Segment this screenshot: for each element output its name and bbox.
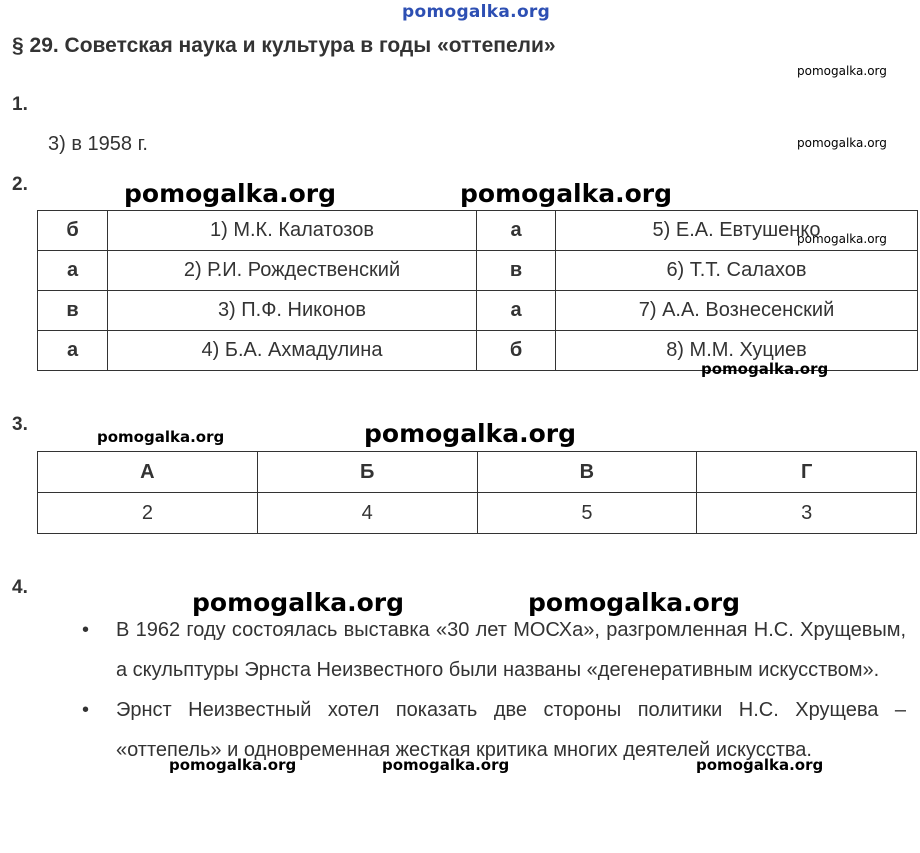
watermark: pomogalka.org — [192, 588, 405, 617]
list-item-text: Эрнст Неизвестный хотел показать две стороны политики Н.С. Хрущева – «оттепель» и одновременная жесткая критика многих деятелей искусства. — [116, 699, 906, 761]
letter-cell: а — [38, 251, 108, 291]
value-cell: 2 — [38, 493, 258, 534]
table-row — [38, 291, 918, 331]
task4-number: 4. — [12, 577, 28, 598]
letter-cell: в — [38, 291, 108, 331]
header-cell: Б — [257, 452, 477, 493]
task1-number: 1. — [12, 94, 28, 115]
value-cell: 5 — [477, 493, 697, 534]
name-cell: 8) М.М. Хуциев — [556, 331, 918, 371]
name-cell: 5) Е.А. Евтушенко — [556, 211, 918, 251]
watermark: pomogalka.org — [364, 419, 577, 448]
header-cell: Г — [697, 452, 917, 493]
letter-cell: а — [38, 331, 108, 371]
task4-list — [80, 610, 906, 770]
table-row — [38, 331, 918, 371]
table-row — [38, 493, 917, 534]
header-cell: В — [477, 452, 697, 493]
table-row — [38, 251, 918, 291]
list-item — [80, 690, 906, 770]
name-cell: 6) Т.Т. Салахов — [556, 251, 918, 291]
watermark: pomogalka.org — [169, 756, 297, 774]
bullet-icon: • — [82, 699, 90, 721]
bullet-icon: • — [82, 619, 90, 641]
name-cell: 2) Р.И. Рождественский — [108, 251, 477, 291]
list-item — [80, 610, 906, 690]
watermark: pomogalka.org — [528, 588, 741, 617]
watermark: pomogalka.org — [460, 179, 673, 208]
letter-cell: а — [477, 211, 556, 251]
letter-cell: б — [477, 331, 556, 371]
letter-cell: а — [477, 291, 556, 331]
list-item-text: В 1962 году состоялась выставка «30 лет МОСХа», разгромленная Н.С. Хрущевым, а скульптуры Эрнста Неизвестного были названы «дегенеративным искусством». — [116, 619, 906, 681]
name-cell: 7) А.А. Вознесенский — [556, 291, 918, 331]
header-cell: А — [38, 452, 258, 493]
watermark: pomogalka.org — [696, 756, 824, 774]
watermark-top: pomogalka.org — [402, 2, 551, 22]
watermark: pomogalka.org — [797, 136, 887, 150]
watermark: pomogalka.org — [701, 360, 829, 378]
name-cell: 4) Б.А. Ахмадулина — [108, 331, 477, 371]
watermark: pomogalka.org — [97, 428, 225, 446]
value-cell: 3 — [697, 493, 917, 534]
watermark: pomogalka.org — [382, 756, 510, 774]
task3-number: 3. — [12, 414, 28, 435]
watermark: pomogalka.org — [124, 179, 337, 208]
watermark: pomogalka.org — [797, 64, 887, 78]
name-cell: 3) П.Ф. Никонов — [108, 291, 477, 331]
table-header-row — [38, 452, 917, 493]
task1-answer: 3) в 1958 г. — [48, 133, 148, 155]
letter-cell: в — [477, 251, 556, 291]
watermark: pomogalka.org — [797, 232, 887, 246]
table-row — [38, 211, 918, 251]
name-cell: 1) М.К. Калатозов — [108, 211, 477, 251]
letter-cell: б — [38, 211, 108, 251]
task2-table — [37, 210, 918, 371]
value-cell: 4 — [257, 493, 477, 534]
page-title: § 29. Советская наука и культура в годы «оттепели» — [12, 34, 556, 57]
task2-number: 2. — [12, 174, 28, 195]
task3-table — [37, 451, 917, 534]
